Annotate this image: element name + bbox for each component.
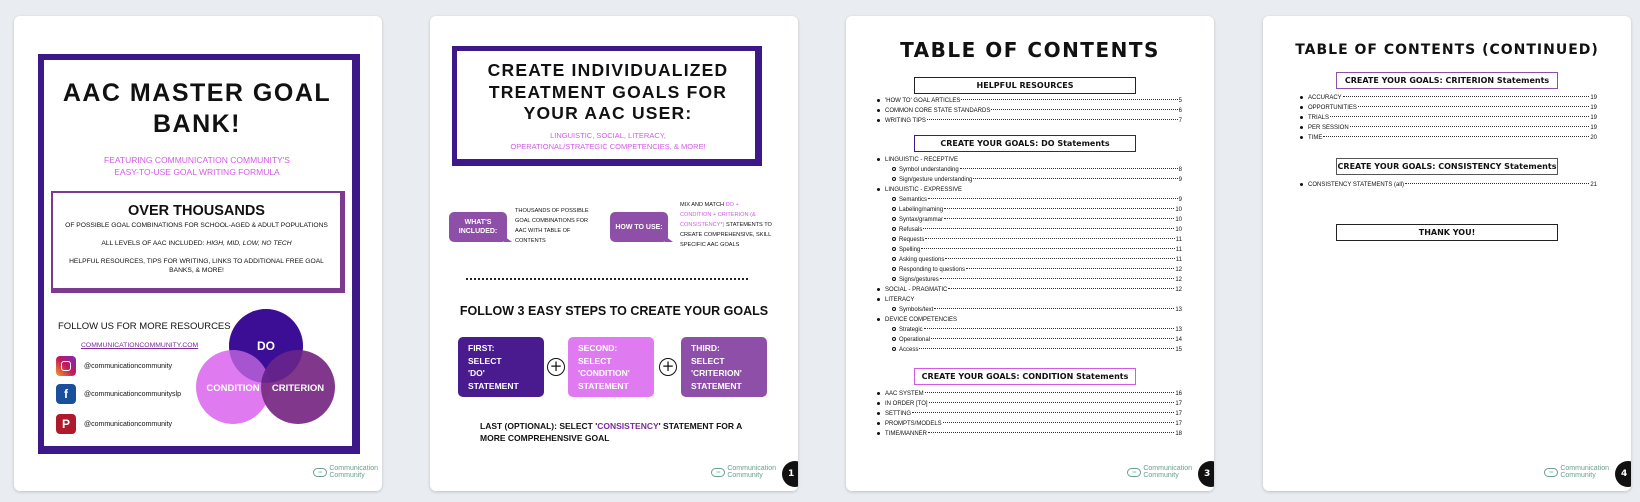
toc-entry-label: Semantics <box>899 197 928 203</box>
brand-logo <box>313 465 378 479</box>
toc-entry-label: Signs/gestures <box>899 277 939 283</box>
toc-entry-page: 13 <box>1175 307 1182 313</box>
toc-entry-page: 17 <box>1175 421 1182 427</box>
dot-leader <box>934 308 1174 309</box>
brand-logo <box>1544 465 1609 479</box>
toc-entry-page: 11 <box>1175 247 1182 253</box>
info-line <box>53 239 340 248</box>
toc-entry-page: 17 <box>1175 401 1182 407</box>
how-to-use-label: HOW TO USE: <box>610 212 668 242</box>
bullet-icon <box>876 155 885 165</box>
bullet-icon <box>876 315 885 325</box>
dot-leader <box>944 208 1174 209</box>
toc-section-header: CREATE YOUR GOALS: DO Statements <box>914 135 1136 152</box>
step-line: SELECT <box>691 355 725 366</box>
cover-featuring <box>44 154 350 178</box>
toc-entry-page: 10 <box>1175 217 1182 223</box>
logo-line: Community <box>727 472 763 479</box>
info-line: OF POSSIBLE GOAL COMBINATIONS FOR SCHOOL-AGED & ADULT POPULATIONS <box>65 222 328 229</box>
subtitle-line: OPERATIONAL/STRATEGIC COMPETENCIES, & MORE! <box>510 142 706 151</box>
toc-entry-label: TIME <box>1308 135 1323 141</box>
pinterest-link[interactable] <box>56 414 172 434</box>
instagram-icon <box>56 356 76 376</box>
logo-line: Communication <box>329 465 378 472</box>
toc-entry[interactable] <box>876 305 1182 315</box>
toc-entry-page: 19 <box>1590 105 1597 111</box>
toc-entry-label: PROMPTS/MODELS <box>885 421 942 427</box>
toc-entry[interactable] <box>876 399 1182 409</box>
dot-leader <box>961 99 1177 100</box>
circle-bullet-icon <box>876 235 899 245</box>
dot-leader <box>973 178 1177 179</box>
dot-leader <box>912 412 1174 413</box>
toc-entry-label: DEVICE COMPETENCIES <box>885 317 958 323</box>
dot-leader <box>1405 183 1589 184</box>
speech-bubble-icon: ••• <box>711 468 725 477</box>
toc-entry-page: 12 <box>1175 287 1182 293</box>
dot-leader <box>923 228 1174 229</box>
toc-entry-label: Spelling <box>899 247 921 253</box>
bullet-icon <box>1299 113 1308 123</box>
toc-entry-page: 10 <box>1175 207 1182 213</box>
venn-condition-label: CONDITION <box>206 383 260 394</box>
text-line: THOUSANDS OF POSSIBLE <box>515 208 589 214</box>
dot-leader <box>928 198 1178 199</box>
toc-entry-page: 19 <box>1590 125 1597 131</box>
cover-info-box <box>51 191 345 293</box>
toc-entry-page: 16 <box>1175 391 1182 397</box>
toc-entry-page: 15 <box>1175 347 1182 353</box>
toc-entry-page: 20 <box>1590 135 1597 141</box>
optional-step-text <box>480 420 750 444</box>
toc-entry-label: IN ORDER [TO] <box>885 401 928 407</box>
toc-entry-label: OPPORTUNITIES <box>1308 105 1357 111</box>
dot-leader <box>1343 96 1590 97</box>
text-highlight: CONDITION + CRITERION (& <box>680 212 756 218</box>
toc-entry-label: Operational <box>899 337 931 343</box>
dotted-divider <box>466 278 748 280</box>
whats-included-label <box>449 212 507 242</box>
text-part: ' STATEMENT FOR A MORE COMPREHENSIVE GOAL <box>480 421 742 443</box>
toc-entry-label: 'HOW TO' GOAL ARTICLES <box>885 98 961 104</box>
toc-entry[interactable] <box>1299 133 1597 143</box>
toc-entry-page: 12 <box>1175 277 1182 283</box>
toc-entry-label: Symbols/text <box>899 307 934 313</box>
step-line: SELECT <box>578 355 612 366</box>
toc-entry[interactable] <box>876 419 1182 429</box>
logo-line: Communication <box>727 465 776 472</box>
circle-bullet-icon <box>876 325 899 335</box>
circle-bullet-icon <box>876 255 899 265</box>
toc-entry[interactable] <box>876 155 1182 165</box>
page-overview[interactable] <box>430 16 798 491</box>
whats-included-text <box>515 206 589 246</box>
social-handle: @communicationcommunity <box>84 420 173 428</box>
toc-entry[interactable] <box>876 225 1182 235</box>
bullet-icon <box>876 106 885 116</box>
toc-entry[interactable] <box>876 255 1182 265</box>
bullet-icon <box>876 116 885 126</box>
toc-entry[interactable] <box>1299 113 1597 123</box>
follow-text: FOLLOW US FOR MORE RESOURCES <box>58 321 231 332</box>
dot-leader <box>1323 136 1589 137</box>
social-handle: @communicationcommunityslp <box>84 390 181 398</box>
bullet-icon <box>876 429 885 439</box>
text-highlight: DO + <box>725 202 739 208</box>
toc-entry-page: 6 <box>1178 108 1182 114</box>
bullet-icon <box>876 409 885 419</box>
step-third <box>681 337 767 397</box>
text-line: SPECIFIC AAC GOALS <box>680 242 740 248</box>
toc-title: TABLE OF CONTENTS <box>900 38 1160 62</box>
toc-entry-label: LINGUISTIC - EXPRESSIVE <box>885 187 963 193</box>
text-part: LAST (OPTIONAL): SELECT ' <box>480 421 598 431</box>
toc-entry[interactable] <box>876 96 1182 106</box>
toc-entry-page: 9 <box>1178 177 1182 183</box>
text-highlight: CONSISTENCY*) <box>680 222 725 228</box>
title-line: YOUR AAC USER: <box>523 103 693 123</box>
toc-entry-page: 8 <box>1178 167 1182 173</box>
toc-entry-label: Responding to questions <box>899 267 966 273</box>
speech-bubble-icon: ••• <box>1544 468 1558 477</box>
facebook-icon: f <box>56 384 76 404</box>
toc-entry-label: Refusals <box>899 227 923 233</box>
thank-you-box: THANK YOU! <box>1336 224 1558 241</box>
brand-logo <box>1127 465 1192 479</box>
goal-formula-venn <box>196 309 336 429</box>
dot-leader <box>928 432 1174 433</box>
logo-line: Communication <box>1143 465 1192 472</box>
toc-entry-page: 13 <box>1175 327 1182 333</box>
toc-entry[interactable] <box>1299 123 1597 133</box>
toc-entry[interactable] <box>876 335 1182 345</box>
bullet-icon <box>1299 123 1308 133</box>
toc-entry[interactable] <box>876 215 1182 225</box>
social-handle: @communicationcommunity <box>84 362 173 370</box>
toc-entry[interactable] <box>876 265 1182 275</box>
toc-entry-label: Asking questions <box>899 257 945 263</box>
dot-leader <box>1358 106 1589 107</box>
facebook-link[interactable] <box>56 384 181 404</box>
page-cover[interactable] <box>14 16 382 491</box>
toc-entry[interactable] <box>876 389 1182 399</box>
overview-title <box>452 60 764 125</box>
subtitle-line: LINGUISTIC, SOCIAL, LITERACY, <box>550 131 666 140</box>
featuring-line: EASY-TO-USE GOAL WRITING FORMULA <box>114 167 280 177</box>
instagram-link[interactable] <box>56 356 172 376</box>
toc-entry[interactable] <box>876 245 1182 255</box>
plus-icon: + <box>547 358 565 376</box>
toc-entry[interactable] <box>876 285 1182 295</box>
dot-leader <box>940 278 1175 279</box>
toc-entry[interactable] <box>876 205 1182 215</box>
bullet-icon <box>1299 103 1308 113</box>
toc-section-header: CREATE YOUR GOALS: CONDITION Statements <box>914 368 1136 385</box>
toc-list-consistency <box>1299 180 1597 190</box>
bullet-icon <box>876 399 885 409</box>
step-line: SELECT <box>468 355 502 366</box>
dot-leader <box>943 422 1175 423</box>
toc-title: TABLE OF CONTENTS (CONTINUED) <box>1295 42 1599 58</box>
toc-entry-label: Symbol understanding <box>899 167 959 173</box>
dot-leader <box>924 328 1175 329</box>
dot-leader <box>931 338 1174 339</box>
dot-leader <box>966 268 1174 269</box>
toc-entry-label: WRITING TIPS <box>885 118 926 124</box>
page-number: 1 <box>782 461 798 487</box>
dot-leader <box>927 119 1178 120</box>
text-line: GOAL COMBINATIONS FOR <box>515 218 589 224</box>
info-heading: OVER THOUSANDS <box>128 203 265 219</box>
toc-entry[interactable] <box>1299 93 1597 103</box>
text-line: CREATE COMPREHENSIVE, SKILL <box>680 232 772 238</box>
toc-entry[interactable] <box>1299 103 1597 113</box>
bullet-icon <box>876 295 885 305</box>
speech-bubble-icon: ••• <box>313 468 327 477</box>
step-second <box>568 337 654 397</box>
bullet-icon <box>1299 133 1308 143</box>
step-line: STATEMENT <box>578 380 629 391</box>
toc-entry-page: 5 <box>1178 98 1182 104</box>
circle-bullet-icon <box>876 345 899 355</box>
circle-bullet-icon <box>876 175 899 185</box>
toc-entry[interactable] <box>876 325 1182 335</box>
text-line: STATEMENTS TO <box>726 222 772 228</box>
bullet-icon <box>876 389 885 399</box>
toc-entry-label: SOCIAL - PRAGMATIC <box>885 287 948 293</box>
toc-entry-page: 11 <box>1175 237 1182 243</box>
dot-leader <box>944 218 1174 219</box>
venn-criterion-label: CRITERION <box>271 383 325 394</box>
dot-leader <box>960 168 1178 169</box>
toc-entry-label: LITERACY <box>885 297 915 303</box>
dot-leader <box>948 288 1174 289</box>
dot-leader <box>945 258 1174 259</box>
text-line: CONTENTS <box>515 238 546 244</box>
step-line: STATEMENT <box>691 380 742 391</box>
pinterest-icon: P <box>56 414 76 434</box>
steps-heading: FOLLOW 3 EASY STEPS TO CREATE YOUR GOALS <box>459 304 769 318</box>
toc-entry[interactable] <box>1299 180 1597 190</box>
toc-list-helpful <box>876 96 1182 126</box>
dot-leader <box>1330 116 1589 117</box>
circle-bullet-icon <box>876 245 899 255</box>
circle-bullet-icon <box>876 205 899 215</box>
toc-entry[interactable] <box>876 275 1182 285</box>
logo-line: Community <box>329 472 365 479</box>
page-number: 3 <box>1198 461 1214 487</box>
toc-entry-page: 10 <box>1175 227 1182 233</box>
toc-entry-page: 11 <box>1175 257 1182 263</box>
circle-bullet-icon <box>876 215 899 225</box>
toc-entry[interactable] <box>876 345 1182 355</box>
step-line: 'CRITERION' <box>691 368 742 378</box>
step-line: SECOND: <box>578 343 618 353</box>
toc-entry-label: SETTING <box>885 411 912 417</box>
toc-section-header: CREATE YOUR GOALS: CRITERION Statements <box>1336 72 1558 89</box>
logo-line: Community <box>1560 472 1596 479</box>
toc-entry-page: 12 <box>1175 267 1182 273</box>
toc-entry-page: 19 <box>1590 115 1597 121</box>
title-line: CREATE INDIVIDUALIZED <box>487 60 729 80</box>
text-line: MIX AND MATCH <box>680 202 725 208</box>
dot-leader <box>919 348 1174 349</box>
dot-leader <box>921 248 1174 249</box>
logo-line: Community <box>1143 472 1179 479</box>
brand-logo <box>711 465 776 479</box>
circle-bullet-icon <box>876 305 899 315</box>
toc-entry[interactable] <box>876 235 1182 245</box>
toc-entry-label: ACCURACY <box>1308 95 1342 101</box>
circle-bullet-icon <box>876 165 899 175</box>
toc-entry[interactable] <box>876 106 1182 116</box>
toc-entry[interactable] <box>876 409 1182 419</box>
circle-bullet-icon <box>876 335 899 345</box>
toc-entry-label: Strategic <box>899 327 923 333</box>
toc-entry-label: AAC SYSTEM <box>885 391 924 397</box>
bullet-icon <box>876 285 885 295</box>
dot-leader <box>925 238 1174 239</box>
text-line: AAC WITH TABLE OF <box>515 228 571 234</box>
overview-subtitle <box>452 130 764 152</box>
bullet-icon <box>1299 93 1308 103</box>
toc-entry[interactable] <box>876 165 1182 175</box>
how-to-use-text <box>680 200 772 250</box>
toc-entry-label: Syntax/grammar <box>899 217 944 223</box>
page-table-of-contents[interactable] <box>846 16 1214 491</box>
toc-entry-label: TRIALS <box>1308 115 1330 121</box>
toc-section-header: CREATE YOUR GOALS: CONSISTENCY Statements <box>1336 158 1558 175</box>
toc-list-do <box>876 155 1182 355</box>
page-number: 4 <box>1615 461 1631 487</box>
dot-leader <box>1350 126 1590 127</box>
step-line: 'CONDITION' <box>578 368 630 378</box>
toc-entry-page: 7 <box>1178 118 1182 124</box>
toc-entry-page: 18 <box>1175 431 1182 437</box>
circle-bullet-icon <box>876 195 899 205</box>
info-line: HELPFUL RESOURCES, TIPS FOR WRITING, LINKS TO ADDITIONAL FREE GOAL BANKS, & MORE! <box>69 258 324 274</box>
toc-entry[interactable] <box>876 295 1182 305</box>
toc-list-condition <box>876 389 1182 439</box>
toc-entry-label: LINGUISTIC - RECEPTIVE <box>885 157 959 163</box>
speech-bubble-icon: ••• <box>1127 468 1141 477</box>
toc-entry[interactable] <box>876 185 1182 195</box>
toc-entry-label: PER SESSION <box>1308 125 1349 131</box>
plus-icon: + <box>659 358 677 376</box>
toc-entry[interactable] <box>876 116 1182 126</box>
toc-entry-label: Sign/gesture understanding <box>899 177 973 183</box>
step-line: STATEMENT <box>468 380 519 391</box>
step-line: 'DO' <box>468 368 485 378</box>
featuring-line: FEATURING COMMUNICATION COMMUNITY'S <box>104 155 290 165</box>
circle-bullet-icon <box>876 265 899 275</box>
page-table-of-contents-continued[interactable] <box>1263 16 1631 491</box>
toc-entry-page: 19 <box>1590 95 1597 101</box>
circle-bullet-icon <box>876 225 899 235</box>
bullet-icon <box>876 185 885 195</box>
toc-entry[interactable] <box>876 175 1182 185</box>
text-highlight: CONSISTENCY <box>597 421 659 431</box>
label-line: INCLUDED: <box>458 228 498 235</box>
toc-entry-page: 17 <box>1175 411 1182 417</box>
dot-leader <box>929 402 1175 403</box>
venn-do-label: DO <box>257 339 275 353</box>
toc-entry-label: Labeling/naming <box>899 207 944 213</box>
toc-list-criterion <box>1299 93 1597 143</box>
toc-entry[interactable] <box>876 429 1182 439</box>
toc-entry-page: 14 <box>1175 337 1182 343</box>
toc-entry[interactable] <box>876 195 1182 205</box>
website-link[interactable]: COMMUNICATIONCOMMUNITY.COM <box>81 342 199 349</box>
toc-entry-label: Requests <box>899 237 925 243</box>
info-line-italic: HIGH, MID, LOW, NO TECH <box>206 240 292 247</box>
toc-section-header: HELPFUL RESOURCES <box>914 77 1136 94</box>
toc-entry-label: CONSISTENCY STATEMENTS (all) <box>1308 182 1405 188</box>
bullet-icon <box>876 96 885 106</box>
step-line: FIRST: <box>468 343 495 353</box>
title-line: TREATMENT GOALS FOR <box>488 81 728 102</box>
logo-line: Communication <box>1560 465 1609 472</box>
toc-entry-label: TIME/MANNER <box>885 431 927 437</box>
dot-leader <box>991 109 1177 110</box>
cover-title: AAC MASTER GOAL BANK! <box>62 79 332 138</box>
toc-entry-page: 21 <box>1590 182 1597 188</box>
step-first <box>458 337 544 397</box>
step-line: THIRD: <box>691 343 720 353</box>
info-line-prefix: ALL LEVELS OF AAC INCLUDED: <box>101 240 207 247</box>
toc-entry[interactable] <box>876 315 1182 325</box>
dot-leader <box>925 392 1175 393</box>
label-line: WHAT'S <box>464 219 492 226</box>
circle-bullet-icon <box>876 275 899 285</box>
bullet-icon <box>876 419 885 429</box>
bullet-icon <box>1299 180 1308 190</box>
toc-entry-page: 9 <box>1178 197 1182 203</box>
toc-entry-label: COMMON CORE STATE STANDARDS <box>885 108 991 114</box>
toc-entry-label: Access <box>899 347 919 353</box>
